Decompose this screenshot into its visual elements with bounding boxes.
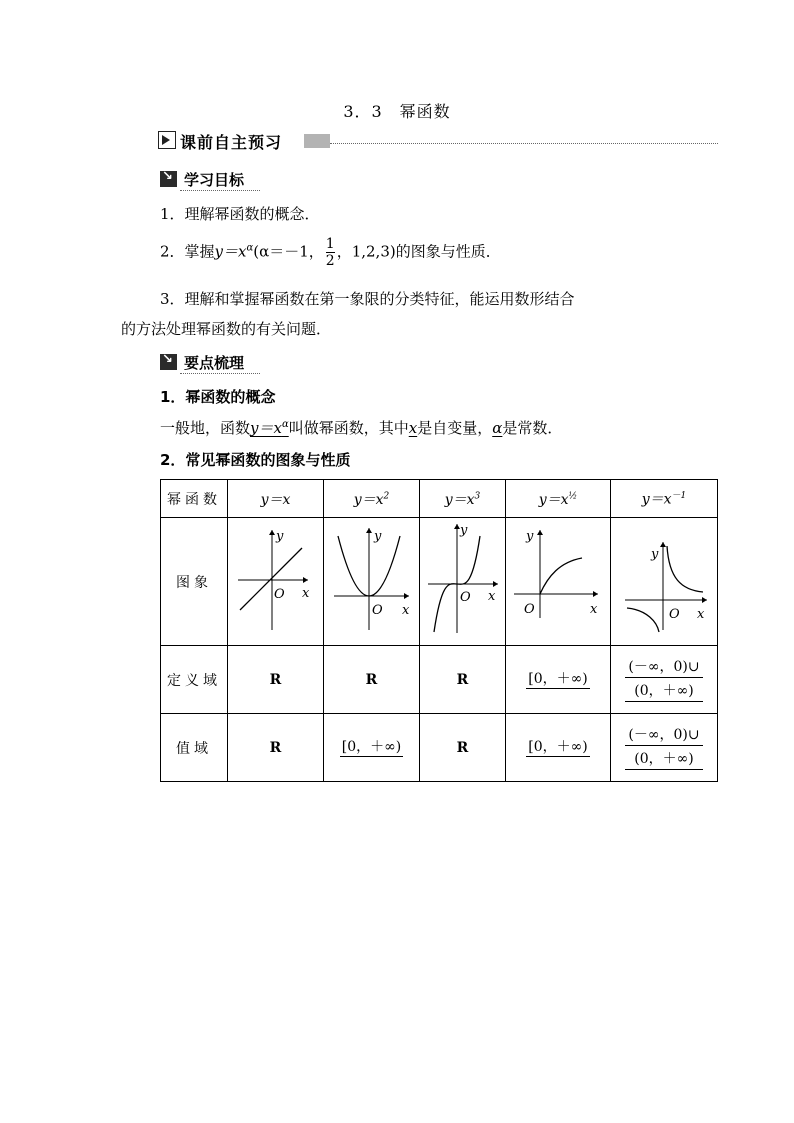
concept-f: y＝x [250, 419, 282, 437]
power-function-table [160, 479, 718, 782]
domain-cell: R [228, 646, 324, 714]
banner-label: 课前自主预习 [180, 133, 283, 152]
graph-cell [506, 518, 611, 646]
origin-label: O [460, 590, 471, 605]
col-header [228, 480, 324, 518]
goal-item-3: 3．理解和掌握幂函数在第一象限的分类特征，能运用数形结合 [160, 290, 575, 308]
table-range-row [161, 714, 718, 782]
col-header [611, 480, 718, 518]
goal-item-2 [160, 236, 501, 269]
range-value: [0，＋∞) [528, 739, 588, 755]
arrow-icon [160, 171, 177, 187]
row-label-domain: 定义域 [161, 646, 228, 714]
col-header [506, 480, 611, 518]
origin-label: O [274, 587, 285, 602]
axis-y-label: y [460, 523, 468, 538]
graph-linear [228, 518, 323, 641]
concept-p1: 一般地，函数 [160, 419, 251, 437]
origin-label: O [669, 607, 680, 622]
origin-label: O [524, 602, 535, 617]
goal-item-1: 1．理解幂函数的概念． [160, 205, 320, 223]
heading-text: 要点梳理 [184, 354, 245, 372]
axis-y-label: y [526, 529, 534, 544]
range-value: [0，＋∞) [341, 739, 402, 755]
goal2-formula: y＝x [214, 242, 247, 261]
concept-p3: 是自变量， [417, 419, 493, 437]
col-base: y＝x [260, 491, 291, 508]
origin-label: O [372, 603, 383, 618]
heading-underline [180, 373, 260, 374]
row-label-range: 值域 [161, 714, 228, 782]
domain-cell: R [324, 646, 420, 714]
axis-x-label: x [590, 602, 598, 617]
range-part: (－∞，0)∪ [625, 725, 702, 746]
concept-p2: 叫做幂函数，其中 [288, 419, 409, 437]
graph-cube [420, 518, 505, 641]
col-exp: 3 [474, 490, 481, 501]
goal-item-3-cont: 的方法处理幂函数的有关问题． [121, 320, 332, 338]
col-exp: 2 [383, 490, 390, 501]
concept-x: x [408, 419, 418, 437]
domain-value-stack [625, 654, 702, 705]
play-icon [158, 131, 176, 149]
graph-cell [228, 518, 324, 646]
graph-reciprocal [611, 518, 717, 641]
concept-text [160, 417, 562, 438]
range-cell: R [420, 714, 506, 782]
col-base: y＝x [444, 491, 475, 508]
frac-den: 2 [325, 253, 335, 269]
table-corner: 幂函数 [161, 480, 228, 518]
graph-square [324, 518, 419, 641]
goal2-paren: (α＝－1， [253, 242, 324, 261]
domain-cell [506, 646, 611, 714]
range-cell [324, 714, 420, 782]
range-cell [611, 714, 718, 782]
graph-sqrt [506, 518, 610, 641]
range-value-stack [625, 722, 702, 773]
col-base: y＝x [641, 491, 672, 508]
banner-divider [330, 143, 718, 144]
goal2-rest: ，1,2,3)的图象与性质． [336, 242, 501, 261]
axis-x-label: x [402, 603, 410, 618]
axis-x-label: x [697, 607, 705, 622]
domain-value: [0，＋∞) [528, 671, 588, 687]
concept-formula [250, 419, 289, 437]
domain-cell [611, 646, 718, 714]
concept-alpha: α [492, 419, 503, 437]
table-graph-row [161, 518, 718, 646]
graph-cell [611, 518, 718, 646]
domain-part: (－∞，0)∪ [625, 657, 702, 678]
table-domain-row [161, 646, 718, 714]
heading-underline [180, 190, 260, 191]
domain-part: (0，＋∞) [625, 681, 702, 702]
concept-fexp: α [281, 419, 289, 430]
axis-x-label: x [488, 589, 496, 604]
axis-y-label: y [276, 529, 284, 544]
col-header [420, 480, 506, 518]
concept-p4: 是常数． [502, 419, 563, 437]
domain-cell: R [420, 646, 506, 714]
goal2-exp: α [246, 242, 254, 254]
col-header [324, 480, 420, 518]
graph-cell [420, 518, 506, 646]
section-banner [158, 130, 718, 152]
col-base: y＝x [353, 491, 384, 508]
heading-key-points [160, 352, 270, 372]
goal2-prefix: 2．掌握 [160, 242, 215, 261]
fraction-half [326, 236, 335, 269]
range-cell [506, 714, 611, 782]
row-label-graph: 图象 [161, 518, 228, 646]
table-header-row [161, 480, 718, 518]
range-cell: R [228, 714, 324, 782]
page-title: 3．3 幂函数 [343, 102, 451, 121]
graphs-heading: 2．常见幂函数的图象与性质 [160, 451, 351, 469]
range-part: (0，＋∞) [625, 749, 702, 770]
axis-x-label: x [302, 586, 310, 601]
axis-y-label: y [651, 547, 659, 562]
banner-decoration [304, 134, 330, 148]
col-base: y＝x [538, 491, 569, 508]
heading-learning-goals [160, 169, 270, 189]
graph-cell [324, 518, 420, 646]
col-exp: ½ [568, 490, 578, 501]
col-exp: －1 [671, 491, 687, 502]
axis-y-label: y [374, 529, 382, 544]
heading-text: 学习目标 [184, 171, 245, 189]
frac-num: 1 [325, 236, 335, 252]
concept-heading: 1．幂函数的概念 [160, 388, 276, 406]
arrow-icon [160, 354, 177, 370]
